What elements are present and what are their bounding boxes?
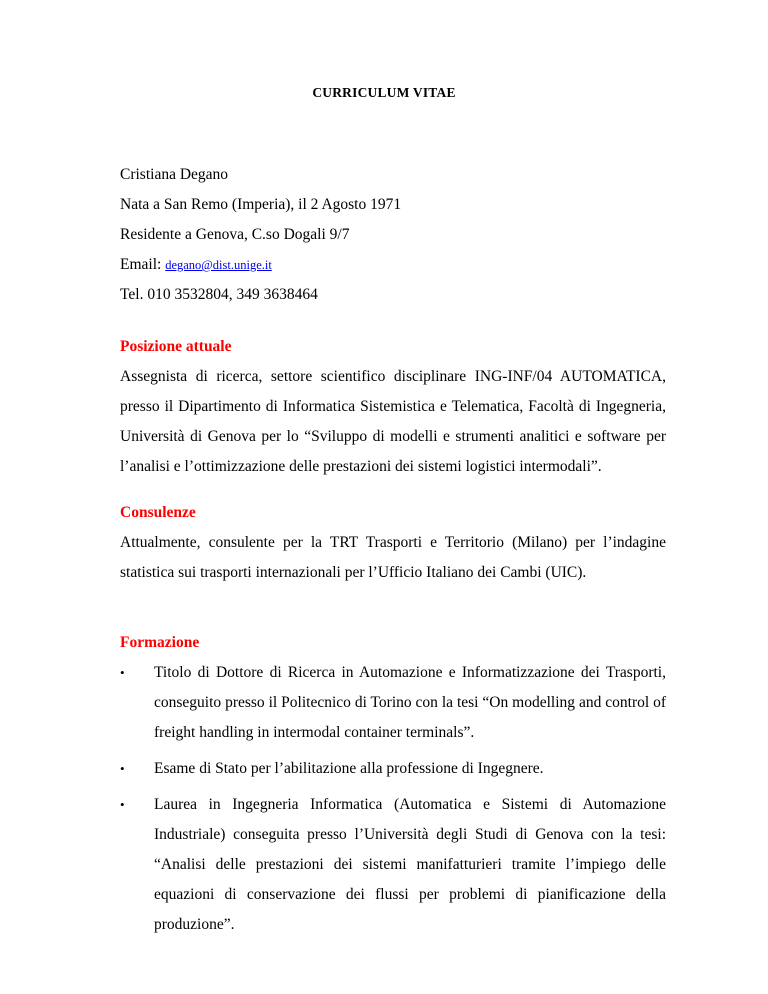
section-heading-consulting: Consulenze xyxy=(120,504,196,521)
birth-info: Nata a San Remo (Imperia), il 2 Agosto 1971 xyxy=(120,196,402,213)
bullet-icon: • xyxy=(120,665,125,680)
section-consulting xyxy=(120,498,666,588)
education-item-text: Laurea in Ingegneria Informatica (Automatica e Sistemi di Automazione Industriale) conseguita presso l’Università degli Studi di Genova con la tesi: “Analisi delle prestazioni dei sistemi manifatturieri tramite l’impiego delle equazioni di conservazione dei flussi per problemi di pianificazione della produzione”. xyxy=(154,796,666,933)
phone-info: Tel. 010 3532804, 349 3638464 xyxy=(120,286,318,303)
residence-info: Residente a Genova, C.so Dogali 9/7 xyxy=(120,226,350,243)
cv-content xyxy=(120,160,666,946)
email-label: Email: xyxy=(120,256,162,273)
bullet-icon: • xyxy=(120,797,125,812)
list-item xyxy=(120,754,666,784)
position-text: Assegnista di ricerca, settore scientifico disciplinare ING-INF/04 AUTOMATICA, presso il Dipartimento di Informatica Sistemistica e Telematica, Facoltà di Ingegneria, Università di Genova per lo “Sviluppo di modelli e strumenti analitici e software per l’analisi e l’ottimizzazione delle prestazioni dei sistemi logistici intermodali”. xyxy=(120,368,666,475)
section-heading-education: Formazione xyxy=(120,634,200,651)
email-link[interactable]: degano@dist.unige.it xyxy=(165,258,272,272)
list-item xyxy=(120,790,666,940)
education-list xyxy=(120,658,666,940)
bullet-icon: • xyxy=(120,761,125,776)
email-line xyxy=(120,250,666,280)
list-item xyxy=(120,658,666,748)
education-item-text: Esame di Stato per l’abilitazione alla professione di Ingegnere. xyxy=(154,760,544,777)
section-education xyxy=(120,628,666,940)
education-item-text: Titolo di Dottore di Ricerca in Automazione e Informatizzazione dei Trasporti, conseguito presso il Politecnico di Torino con la tesi “On modelling and control of freight handling in intermodal container terminals”. xyxy=(154,664,666,741)
section-heading-position: Posizione attuale xyxy=(120,338,232,355)
document-title: CURRICULUM VITAE xyxy=(312,85,456,100)
consulting-text: Attualmente, consulente per la TRT Trasporti e Territorio (Milano) per l’indagine statistica sui trasporti internazionali per l’Ufficio Italiano dei Cambi (UIC). xyxy=(120,534,666,581)
person-name: Cristiana Degano xyxy=(120,166,229,183)
section-position xyxy=(120,332,666,482)
personal-info xyxy=(120,160,666,310)
